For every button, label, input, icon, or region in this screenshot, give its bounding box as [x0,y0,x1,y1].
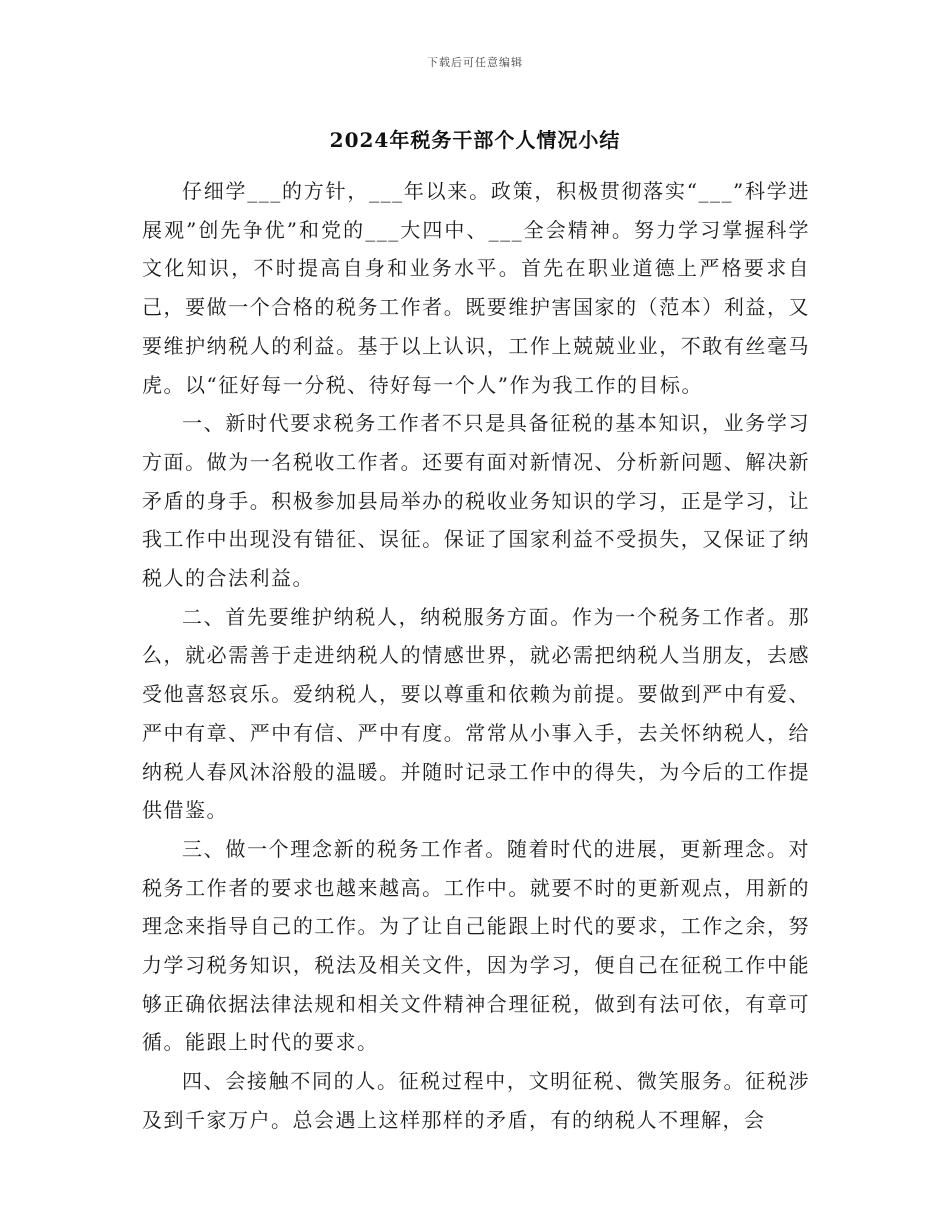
page-header-note: 下载后可任意编辑 [427,56,523,69]
paragraph-section-4: 四、会接触不同的人。征税过程中，文明征税、微笑服务。征税涉及到千家万户。总会遇上这样那样的矛盾，有的纳税人不理解，会 [142,1069,810,1132]
document-title: 2024年税务干部个人情况小结 [329,128,621,152]
paragraph-section-2: 二、首先要维护纳税人，纳税服务方面。作为一个税务工作者。那么，就必需善于走进纳税人的情感世界，就必需把纳税人当朋友，去感受他喜怒哀乐。爱纳税人，要以尊重和依赖为前提。要做到严中有爱、严中有章、严中有信、严中有度。常常从小事入手，去关怀纳税人，给纳税人春风沐浴般的温暖。并随时记录工作中的得失，为今后的工作提供借鉴。 [142,604,810,823]
paragraph-section-3: 三、做一个理念新的税务工作者。随着时代的进展，更新理念。对税务工作者的要求也越来越高。工作中。就要不时的更新观点，用新的理念来指导自己的工作。为了让自己能跟上时代的要求，工作之余，努力学习税务知识，税法及相关文件，因为学习，便自己在征税工作中能够正确依据法律法规和相关文件精神合理征税，做到有法可依，有章可循。能跟上时代的要求。 [142,836,810,1055]
paragraph-intro: 仔细学___的方针，___年以来。政策，积极贯彻落实“___”科学进展观”创先争优”和党的___大四中、___全会精神。努力学习掌握科学文化知识，不时提高自身和业务水平。首先在职业道德上严格要求自己，要做一个合格的税务工作者。既要维护害国家的（范本）利益，又要维护纳税人的利益。基于以上认识，工作上兢兢业业，不敢有丝毫马虎。以“征好每一分税、待好每一个人”作为我工作的目标。 [142,179,810,397]
paragraph-section-1: 一、新时代要求税务工作者不只是具备征税的基本知识，业务学习方面。做为一名税收工作者。还要有面对新情况、分析新问题、解决新矛盾的身手。积极参加县局举办的税收业务知识的学习，正是学习，让我工作中出现没有错征、误征。保证了国家利益不受损失，又保证了纳税人的合法利益。 [142,411,810,591]
document-body [142,172,810,1140]
